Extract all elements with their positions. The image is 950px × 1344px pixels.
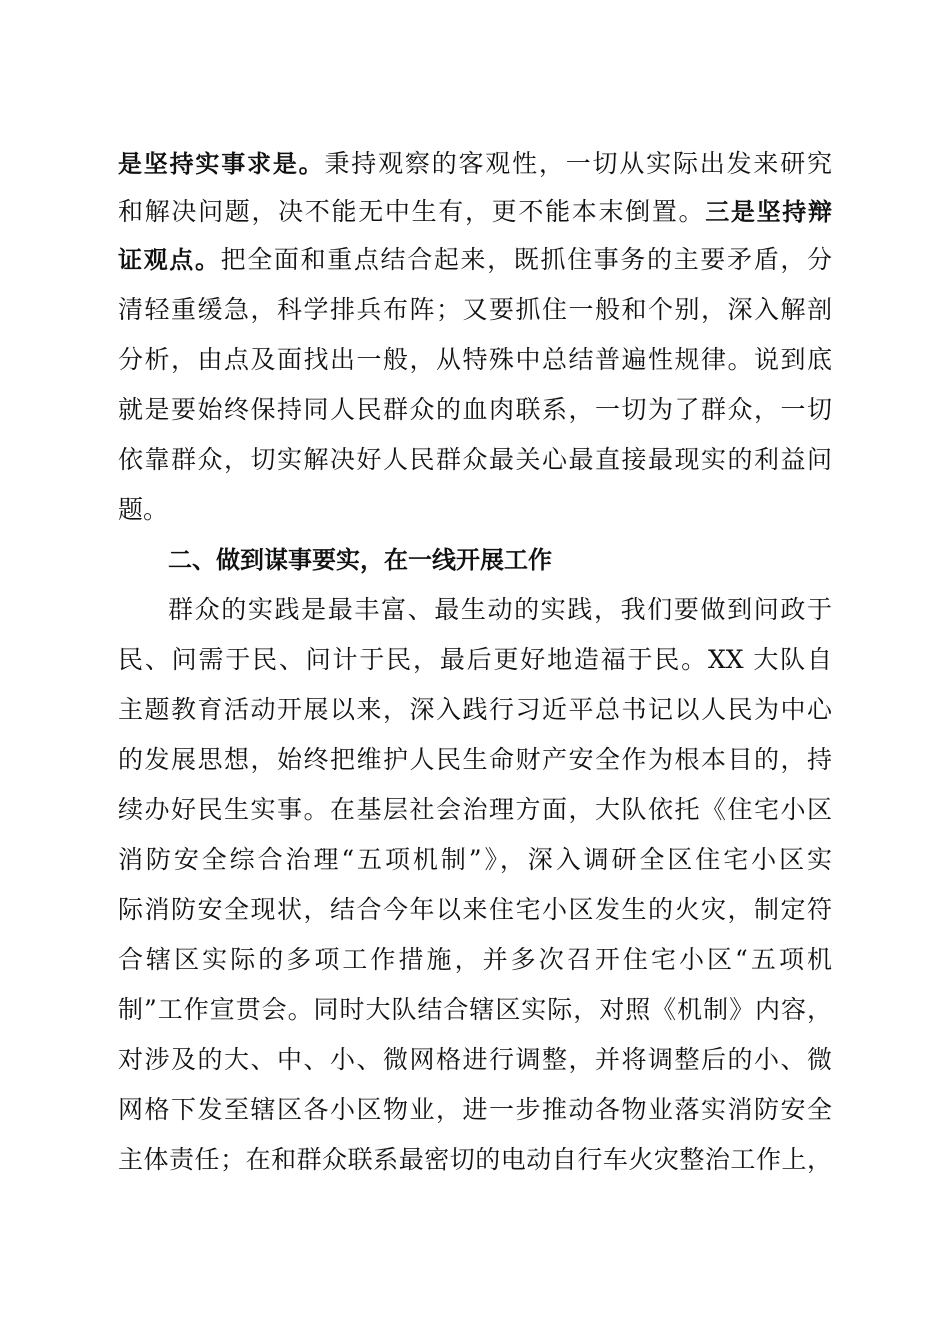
paragraph-line: 清轻重缓急，科学排兵布阵；又要抓住一般和个别，深入解剖 xyxy=(118,295,832,324)
paragraph-line: 民、问需于民、问计于民，最后更好地造福于民。XX 大队自 xyxy=(118,645,832,674)
paragraph-line: 就是要始终保持同人民群众的血肉联系，一切为了群众，一切 xyxy=(118,395,832,424)
paragraph-line: 际消防安全现状，结合今年以来住宅小区发生的火灾，制定符 xyxy=(118,895,832,924)
section-heading: 二、做到谋事要实，在一线开展工作 xyxy=(168,546,552,574)
paragraph-line: 分析，由点及面找出一般，从特殊中总结普遍性规律。说到底 xyxy=(118,345,832,374)
paragraph-line: 续办好民生实事。在基层社会治理方面，大队依托《住宅小区 xyxy=(118,795,832,824)
bold-phrase: 是坚持实事求是。 xyxy=(118,150,325,178)
bold-phrase: 证观点。 xyxy=(118,246,221,274)
paragraph-line: 题。 xyxy=(118,495,169,524)
paragraph-line: 制”工作宣贯会。同时大队结合辖区实际，对照《机制》内容， xyxy=(118,995,832,1024)
paragraph-line: 对涉及的大、中、小、微网格进行调整，并将调整后的小、微 xyxy=(118,1045,832,1074)
body-text: 和解决问题，决不能无中生有，更不能本末倒置。 xyxy=(118,197,706,226)
paragraph-line: 消防安全综合治理“五项机制”》，深入调研全区住宅小区实 xyxy=(118,845,832,874)
paragraph-line: 群众的实践是最丰富、最生动的实践，我们要做到问政于 xyxy=(168,595,832,624)
paragraph-line xyxy=(118,236,832,284)
paragraph-line xyxy=(118,140,832,188)
paragraph-line: 依靠群众，切实解决好人民群众最关心最直接最现实的利益问 xyxy=(118,445,832,474)
paragraph-line xyxy=(118,188,832,236)
body-text: 秉持观察的客观性，一切从实际出发来研究 xyxy=(324,149,832,178)
paragraph-line: 合辖区实际的多项工作措施，并多次召开住宅小区“五项机 xyxy=(118,945,832,974)
paragraph-line: 网格下发至辖区各小区物业，进一步推动各物业落实消防安全 xyxy=(118,1095,832,1124)
paragraph-line: 主体责任；在和群众联系最密切的电动自行车火灾整治工作上， xyxy=(118,1145,832,1174)
bold-phrase: 三是坚持辩 xyxy=(705,198,833,226)
paragraph-line: 的发展思想，始终把维护人民生命财产安全作为根本目的，持 xyxy=(118,745,832,774)
body-text: 把全面和重点结合起来，既抓住事务的主要矛盾，分 xyxy=(220,245,832,274)
paragraph-line: 主题教育活动开展以来，深入践行习近平总书记以人民为中心 xyxy=(118,695,832,724)
